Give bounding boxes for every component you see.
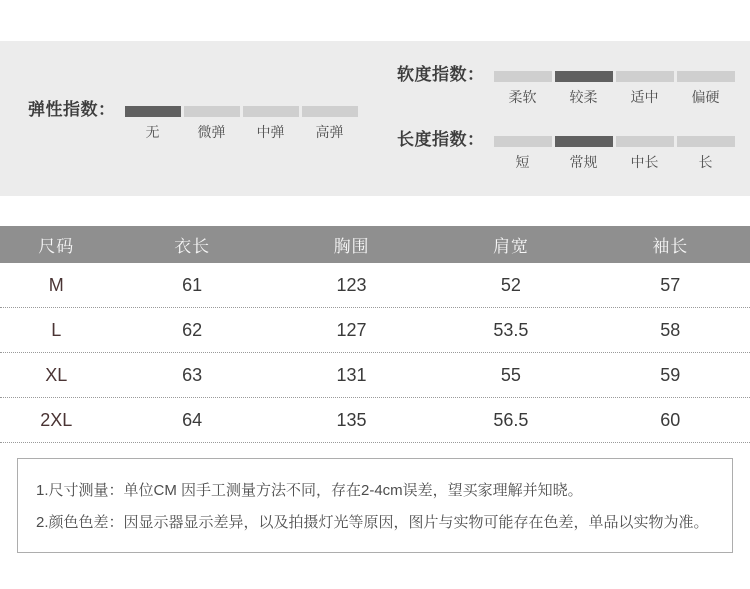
- cell-size: 2XL: [40, 409, 73, 430]
- level-label: 中弹: [256, 124, 285, 140]
- length-index-bars: [494, 130, 735, 171]
- level-label: 高弹: [315, 124, 344, 140]
- cell-bust: 131: [336, 364, 367, 385]
- measurement-notes-box: [17, 458, 733, 553]
- cell-shoulder: 52: [500, 274, 521, 295]
- bar-segment: [616, 136, 674, 147]
- header-cell-shoulder: 肩宽: [492, 237, 529, 256]
- cell-bust: 123: [336, 274, 367, 295]
- bar-segment: [677, 71, 735, 82]
- bar-segment: [494, 136, 552, 147]
- bar-segment-active: [555, 71, 613, 82]
- bar-segment-active: [555, 136, 613, 147]
- length-bar-strip: [494, 136, 735, 147]
- cell-size: XL: [45, 364, 68, 385]
- cell-length: 63: [182, 364, 203, 385]
- size-chart-table: [0, 226, 750, 443]
- length-index-group: [397, 130, 735, 171]
- table-row: [0, 398, 750, 443]
- cell-shoulder: 56.5: [493, 409, 529, 430]
- softness-index-title: 软度指数：: [397, 65, 485, 84]
- elasticity-index-bars: [125, 100, 358, 141]
- length-index-title: 长度指数：: [397, 130, 485, 149]
- elasticity-index-title: 弹性指数：: [28, 100, 116, 119]
- softness-index-group: [397, 65, 735, 106]
- cell-sleeve: 59: [660, 364, 681, 385]
- level-label: 微弹: [197, 124, 226, 140]
- header-cell-size: 尺码: [38, 237, 75, 256]
- level-label: 适中: [630, 89, 659, 105]
- level-label: 长: [698, 154, 713, 170]
- level-label: 常规: [569, 154, 598, 170]
- bar-segment: [677, 136, 735, 147]
- level-label: 柔软: [508, 89, 537, 105]
- elasticity-index-group: [28, 100, 358, 141]
- bar-segment: [302, 106, 358, 117]
- cell-shoulder: 53.5: [493, 319, 529, 340]
- bar-segment: [243, 106, 299, 117]
- cell-sleeve: 58: [660, 319, 681, 340]
- level-label: 无: [145, 124, 160, 140]
- elasticity-bar-strip: [125, 106, 358, 117]
- bar-segment: [494, 71, 552, 82]
- product-index-panel: [0, 41, 750, 196]
- bar-segment: [616, 71, 674, 82]
- size-table-header: [0, 226, 750, 263]
- header-cell-bust: 胸围: [333, 237, 370, 256]
- softness-index-bars: [494, 65, 735, 106]
- cell-length: 64: [182, 409, 203, 430]
- cell-bust: 135: [336, 409, 367, 430]
- length-bar-labels: [494, 154, 735, 171]
- level-label: 偏硬: [691, 89, 720, 105]
- table-row: [0, 308, 750, 353]
- header-cell-sleeve: 袖长: [652, 237, 689, 256]
- level-label: 短: [515, 154, 530, 170]
- cell-length: 61: [182, 274, 203, 295]
- header-cell-length: 衣长: [174, 237, 211, 256]
- table-row: [0, 353, 750, 398]
- softness-bar-labels: [494, 89, 735, 106]
- table-row: [0, 263, 750, 308]
- softness-bar-strip: [494, 71, 735, 82]
- note-line-measurement: 1.尺寸测量：单位CM 因手工测量方法不同，存在2-4cm误差，望买家理解并知晓。: [36, 482, 583, 499]
- cell-size: M: [48, 274, 64, 295]
- cell-bust: 127: [336, 319, 367, 340]
- level-label: 较柔: [569, 89, 598, 105]
- elasticity-bar-labels: [125, 124, 358, 141]
- bar-segment: [184, 106, 240, 117]
- cell-length: 62: [182, 319, 203, 340]
- cell-sleeve: 60: [660, 409, 681, 430]
- bar-segment-active: [125, 106, 181, 117]
- cell-size: L: [51, 319, 62, 340]
- level-label: 中长: [630, 154, 659, 170]
- cell-sleeve: 57: [660, 274, 681, 295]
- cell-shoulder: 55: [500, 364, 521, 385]
- note-line-color: 2.颜色色差：因显示器显示差异，以及拍摄灯光等原因，图片与实物可能存在色差，单品以实物为准。: [36, 514, 709, 531]
